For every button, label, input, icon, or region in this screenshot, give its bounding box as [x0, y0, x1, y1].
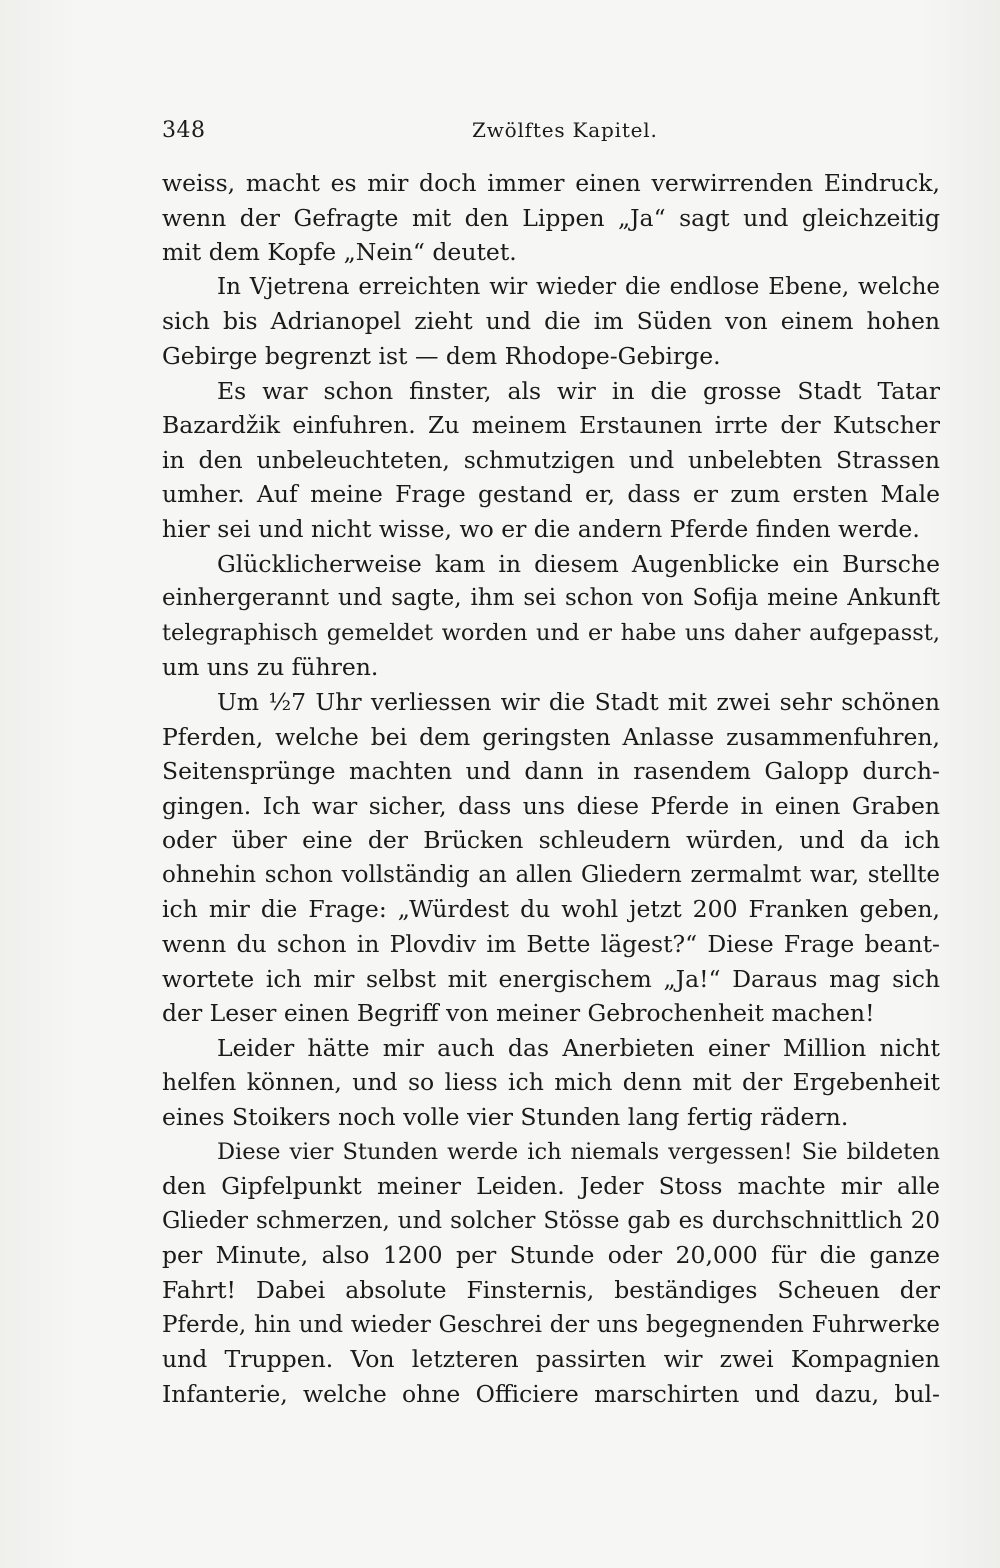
text-line: Pferde, hin und wieder Geschrei der uns begegnenden Fuhrwerke — [162, 1311, 940, 1338]
text-line: weiss, macht es mir doch immer einen verwirrenden Eindruck, — [162, 169, 940, 197]
text-line: Bazardžik einfuhren. Zu meinem Erstaunen irrte der Kutscher — [162, 411, 940, 440]
text-line: Es war schon finster, als wir in die grosse Stadt Tatar — [217, 376, 940, 405]
text-line: umher. Auf meine Frage gestand er, dass er zum ersten Male — [162, 480, 940, 509]
text-line: oder über eine der Brücken schleudern würden, und da ich — [162, 826, 940, 855]
text-line: In Vjetrena erreichten wir wieder die endlose Ebene, welche — [217, 273, 940, 300]
text-line: eines Stoikers noch volle vier Stunden lang fertig rädern. — [162, 1103, 849, 1132]
text-line: wenn der Gefragte mit den Lippen „Ja“ sagt und gleichzeitig — [162, 203, 940, 232]
text-line: Glieder schmerzen, und solcher Stösse gab es durchschnittlich 20 — [162, 1207, 940, 1234]
text-line: der Leser einen Begriff von meiner Gebrochenheit machen! — [162, 999, 875, 1028]
text-line: Pferden, welche bei dem geringsten Anlasse zusammenfuhren, — [162, 722, 940, 751]
text-line: und Truppen. Von letzteren passirten wir zwei Kompagnien — [162, 1345, 940, 1374]
page-header — [162, 118, 942, 152]
text-line: einhergerannt und sagte, ihm sei schon von Sofija meine Ankunft — [162, 585, 940, 612]
text-line: Glücklicherweise kam in diesem Augenblicke ein Bursche — [217, 549, 940, 578]
text-line: hier sei und nicht wisse, wo er die andern Pferde finden werde. — [162, 514, 920, 543]
text-line: den Gipfelpunkt meiner Leiden. Jeder Stoss machte mir alle — [162, 1172, 940, 1201]
text-line: ohnehin schon vollständig an allen Gliedern zermalmt war, stellte — [162, 861, 940, 888]
body-text — [162, 166, 940, 1411]
text-line: Gebirge begrenzt ist — dem Rhodope-Gebirge. — [162, 341, 721, 370]
text-line: wenn du schon in Plovdiv im Bette lägest?“ Diese Frage beant- — [162, 930, 940, 959]
text-line: Leider hätte mir auch das Anerbieten einer Million nicht — [217, 1033, 940, 1062]
text-line: Um ½7 Uhr verliessen wir die Stadt mit zwei sehr schönen — [217, 687, 940, 716]
text-line: um uns zu führen. — [162, 653, 379, 682]
text-line: ich mir die Frage: „Würdest du wohl jetzt 200 Franken geben, — [162, 895, 940, 924]
page-number: 348 — [162, 118, 206, 143]
text-line: per Minute, also 1200 per Stunde oder 20,000 für die ganze — [162, 1241, 940, 1270]
text-line: helfen können, und so liess ich mich denn mit der Ergebenheit — [162, 1068, 940, 1097]
text-line: sich bis Adrianopel zieht und die im Süden von einem hohen — [162, 307, 940, 336]
text-line: mit dem Kopfe „Nein“ deutet. — [162, 238, 517, 267]
text-line: Seitensprünge machten und dann in rasendem Galopp durch- — [162, 757, 940, 786]
text-line: wortete ich mir selbst mit energischem „Ja!“ Daraus mag sich — [162, 964, 940, 993]
text-line: in den unbeleuchteten, schmutzigen und unbelebten Strassen — [162, 445, 940, 474]
text-line: Infanterie, welche ohne Officiere marschirten und dazu, bul- — [162, 1379, 940, 1408]
text-line: Diese vier Stunden werde ich niemals vergessen! Sie bildeten — [217, 1138, 940, 1165]
running-head: Zwölftes Kapitel. — [472, 118, 658, 142]
text-line: gingen. Ich war sicher, dass uns diese Pferde in einen Graben — [162, 791, 940, 820]
text-line: Fahrt! Dabei absolute Finsternis, beständiges Scheuen der — [162, 1276, 940, 1304]
text-line: telegraphisch gemeldet worden und er habe uns daher aufgepasst, — [162, 619, 940, 646]
